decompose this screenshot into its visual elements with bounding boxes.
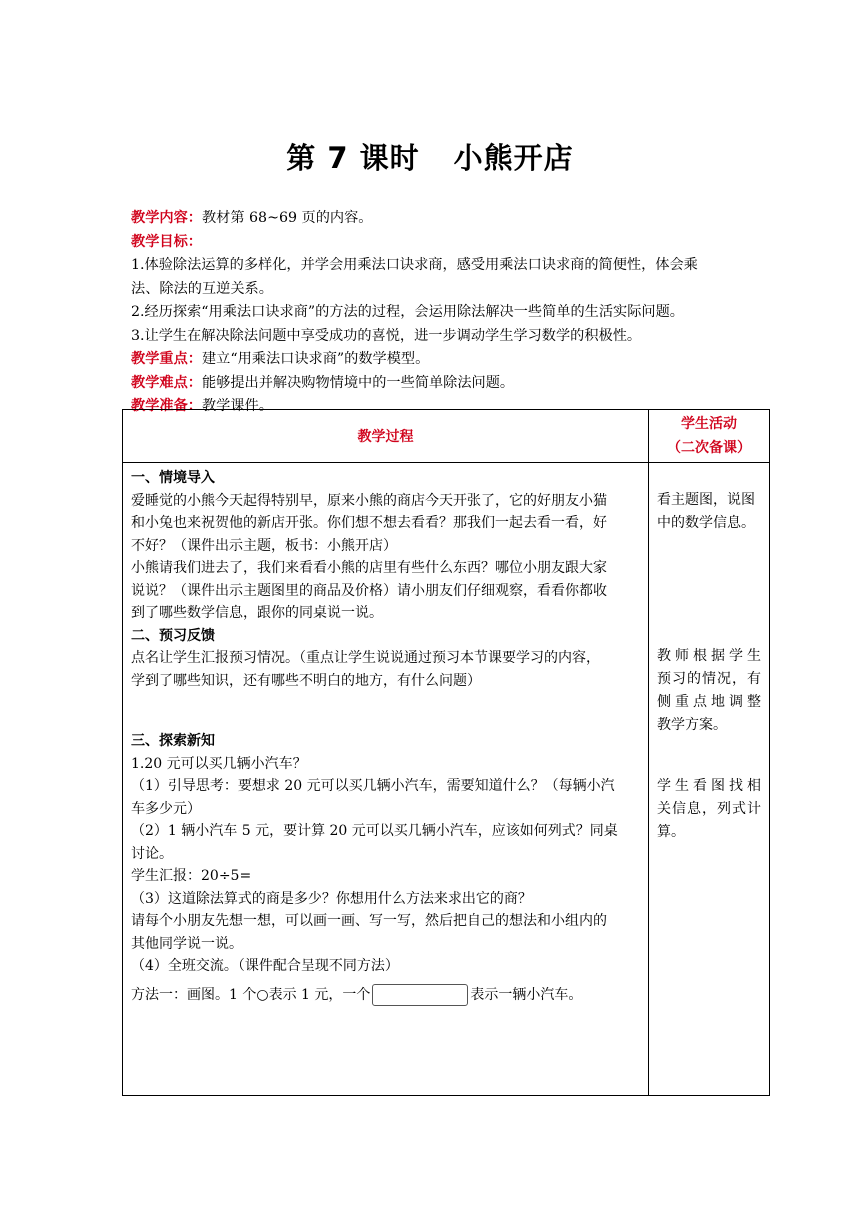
lesson-name: 小熊开店 (453, 141, 574, 175)
note-line: 预习的情况，有 (657, 671, 761, 687)
method-text-before: 方法一：画图。1 个○表示 1 元，一个 (131, 986, 371, 1003)
text-line: 请每个小朋友先想一想，可以画一画、写一写，然后把自己的想法和小组内的 (131, 913, 607, 929)
text-line: 爱睡觉的小熊今天起得特别早，原来小熊的商店今天开张了，它的好朋友小猫 (131, 492, 607, 509)
note-line: 学生看图找相 (657, 778, 761, 794)
difficult-text: 能够提出并解决购物情境中的一些简单除法问题。 (201, 374, 515, 391)
activity-header-line2: （二次备课） (667, 440, 751, 456)
note-line: 看主题图，说图 (657, 492, 755, 508)
section-explore-title: 三、探索新知 (131, 733, 215, 749)
content-text: 教材第 68~69 页的内容。 (201, 210, 373, 226)
text-line: 学生汇报：20÷5= (131, 868, 252, 884)
activity-header (649, 410, 770, 463)
section-intro-title: 一、情境导入 (131, 470, 215, 486)
goals-label: 教学目标： (131, 233, 202, 250)
blank-space (131, 692, 642, 730)
activity-note-3 (657, 775, 761, 844)
goal-line: 2.经历探索“用乘法口诀求商”的方法的过程，会运用除法解决一些简单的生活实际问题。 (131, 304, 684, 320)
text-line: 说说？（课件出示主题图里的商品及价格）请小朋友们仔细观察，看看你都收 (131, 582, 607, 599)
text-line: 不好？（课件出示主题，板书：小熊开店） (131, 537, 397, 554)
note-line: 教学方案。 (657, 717, 727, 733)
lesson-meta (131, 207, 771, 419)
prep-text: 教学课件。 (201, 398, 273, 414)
text-line: 点名让学生汇报预习情况。（重点让学生说说通过预习本节课要学习的内容， (131, 650, 600, 666)
content-row (131, 207, 771, 231)
text-line: （3）这道除法算式的商是多少？你想用什么方法来求出它的商？ (131, 890, 532, 907)
lesson-title (0, 136, 860, 177)
text-line: 讨论。 (131, 845, 173, 862)
activity-note-2 (657, 645, 761, 737)
rounded-rectangle-symbol (372, 984, 468, 1006)
text-line: 小熊请我们进去了，我们来看看小熊的店里有些什么东西？哪位小朋友跟大家 (131, 560, 607, 576)
text-line: 到了哪些数学信息，跟你的同桌说一说。 (131, 605, 383, 621)
content-label: 教学内容： (131, 210, 202, 226)
difficult-row (131, 372, 771, 396)
teaching-plan-table (122, 409, 770, 1096)
note-line: 中的数学信息。 (657, 515, 755, 531)
table-header-row (123, 410, 770, 463)
note-line: 教师根据学生 (657, 648, 761, 664)
text-line: 学到了哪些知识，还有哪些不明白的地方，有什么问题） (131, 672, 481, 689)
key-label: 教学重点： (131, 351, 202, 367)
prep-label: 教学准备： (131, 398, 202, 414)
key-text: 建立“用乘法口诀求商”的数学模型。 (201, 351, 430, 367)
method-line (131, 984, 642, 1007)
process-header: 教学过程 (123, 410, 649, 463)
goals-row (131, 231, 771, 255)
text-line: 车多少元） (131, 800, 201, 817)
note-line: 关信息，列式计 (657, 801, 761, 817)
process-content (123, 463, 649, 1096)
table-body-row (123, 463, 770, 1096)
text-line: 和小兔也来祝贺他的新店开张。你们想不想去看看？那我们一起去看一看，好 (131, 515, 607, 531)
goal-line: 法、除法的互逆关系。 (131, 280, 273, 297)
lesson-number: 第 7 课时 (286, 141, 420, 175)
section-preview-title: 二、预习反馈 (131, 627, 215, 644)
note-line: 算。 (657, 824, 685, 840)
text-line: （1）引导思考：要想求 20 元可以买几辆小汽车，需要知道什么？（每辆小汽 (131, 778, 615, 794)
text-line: （4）全班交流。（课件配合呈现不同方法） (131, 958, 399, 974)
note-line: 侧重点地调整 (657, 694, 761, 710)
text-line: 其他同学说一说。 (131, 935, 243, 952)
goal-line: 1.体验除法运算的多样化，并学会用乘法口诀求商，感受用乘法口诀求商的简便性，体会乘 (131, 257, 698, 273)
activity-header-line1: 学生活动 (681, 416, 737, 432)
difficult-label: 教学难点： (131, 374, 202, 391)
activity-note-1 (657, 489, 761, 535)
key-row (131, 348, 771, 372)
text-line: （2）1 辆小汽车 5 元，要计算 20 元可以买几辆小汽车，应该如何列式？同桌 (131, 823, 618, 839)
text-line: 1.20 元可以买几辆小汽车？ (131, 755, 307, 772)
activity-content (649, 463, 770, 1096)
method-text-after: 表示一辆小汽车。 (470, 986, 583, 1003)
goal-line: 3.让学生在解决除法问题中享受成功的喜悦，进一步调动学生学习数学的积极性。 (131, 327, 642, 344)
